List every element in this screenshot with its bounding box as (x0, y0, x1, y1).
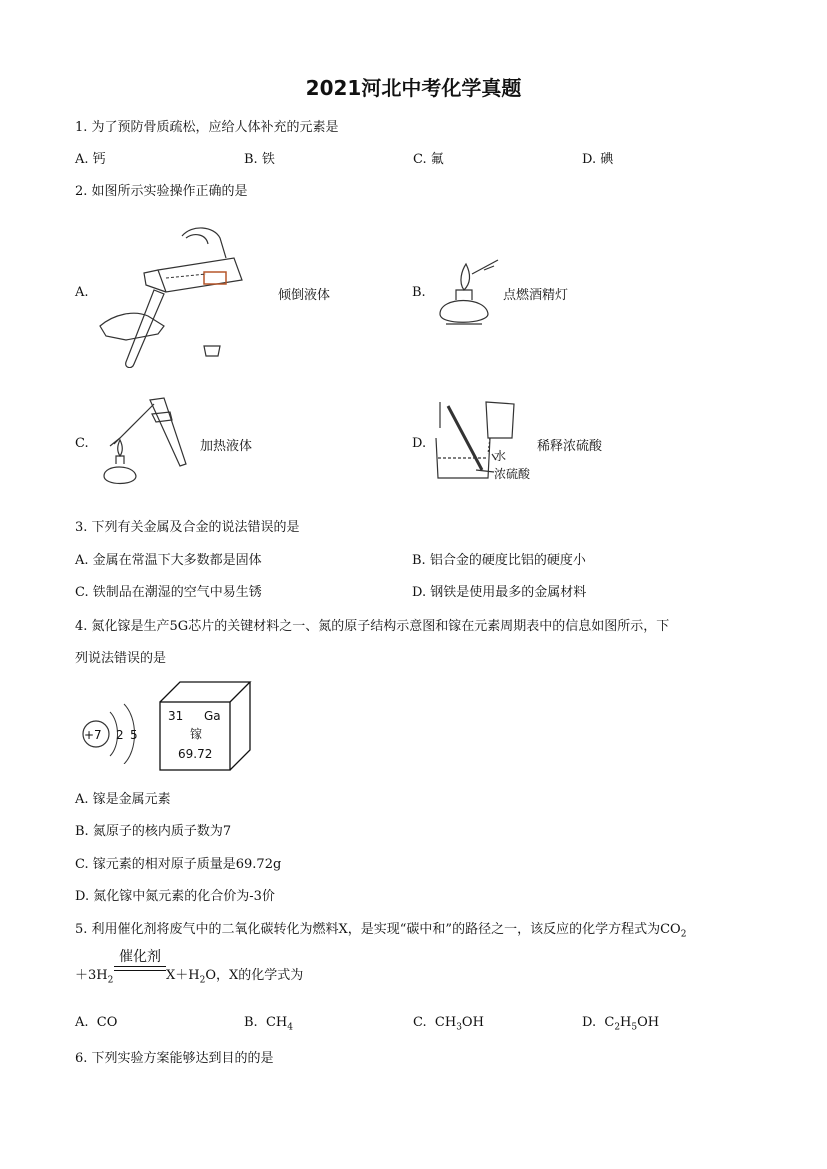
q5-option-b[interactable] (244, 1015, 293, 1033)
element-name: 镓 (190, 727, 203, 741)
q2-option-a-letter[interactable]: A. (75, 285, 89, 300)
q6-stem: 6. 下列实验方案能够达到目的的是 (75, 1051, 274, 1066)
q2-option-d-letter[interactable]: D. (412, 436, 427, 451)
q5-option-c[interactable] (413, 1015, 484, 1033)
shell-2-electrons: 5 (130, 728, 138, 742)
q5-option-a-letter: A. (75, 1015, 89, 1030)
q5-option-b-part1: CH (265, 1015, 288, 1030)
q1-option-b[interactable]: B. 铁 (244, 152, 275, 167)
q3-option-d[interactable]: D. 钢铁是使用最多的金属材料 (412, 585, 587, 600)
q2-option-c-letter[interactable]: C. (75, 436, 89, 451)
q2-option-d-caption: 稀释浓硫酸 (537, 439, 603, 454)
q1-option-c[interactable]: C. 氟 (413, 152, 444, 167)
shell-1-electrons: 2 (116, 728, 124, 742)
q5-option-d-part3: OH (637, 1015, 660, 1030)
eq-h2-sub: 2 (107, 975, 114, 986)
q4-stem-line1: 4. 氮化镓是生产5G芯片的关键材料之一、氮的原子结构示意图和镓在元素周期表中的信息如图所示，下 (75, 619, 670, 634)
q1-option-d[interactable]: D. 碘 (582, 152, 614, 167)
gallium-periodic-table-cell (158, 680, 254, 772)
eq-right-sub: 2 (199, 975, 206, 986)
q5-option-d-sub1: 2 (614, 1022, 621, 1033)
q5-stem-line1-text: 5. 利用催化剂将废气中的二氧化碳转化为燃料X，是实现“碳中和”的路径之一，该反应的化学方程式为CO (75, 922, 681, 937)
q3-option-c[interactable]: C. 铁制品在潮湿的空气中易生锈 (75, 585, 262, 600)
q1-stem: 1. 为了预防骨质疏松，应给人体补充的元素是 (75, 120, 339, 135)
q5-equation-left (75, 964, 113, 986)
q5-option-a[interactable] (75, 1015, 117, 1030)
q3-stem: 3. 下列有关金属及合金的说法错误的是 (75, 520, 300, 535)
label-water: 水 (494, 449, 507, 463)
q4-option-a[interactable]: A. 镓是金属元素 (75, 792, 171, 807)
page-title: 2021河北中考化学真题 (305, 76, 522, 100)
q5-option-a-formula: CO (96, 1015, 118, 1030)
eq-right-a: X＋H (166, 968, 200, 983)
alcohol-lamp-lighting-illustration (432, 252, 502, 332)
q5-equation-right (166, 964, 303, 986)
q5-stem-line1 (75, 918, 686, 940)
atomic-number: 31 (168, 709, 184, 723)
q5-option-d[interactable] (582, 1015, 659, 1033)
label-concentrated-sulfuric-acid: 浓硫酸 (494, 467, 531, 481)
q2-option-a-caption: 倾倒液体 (278, 288, 331, 303)
diluting-sulfuric-acid-illustration (432, 398, 536, 484)
heating-liquid-illustration (94, 394, 199, 496)
nucleus-charge: +7 (84, 728, 102, 742)
q4-option-c[interactable]: C. 镓元素的相对原子质量是69.72g (75, 857, 282, 872)
q5-option-c-part1: CH (434, 1015, 457, 1030)
nitrogen-atom-structure-diagram (78, 694, 148, 764)
q5-option-c-sub1: 3 (456, 1022, 462, 1033)
eq-right-b: O，X的化学式为 (205, 968, 304, 983)
equation-equals-bar (114, 966, 166, 971)
q5-option-b-sub1: 4 (287, 1022, 293, 1033)
eq-h2-text: ＋3H (75, 968, 108, 983)
q5-option-d-part1: C (604, 1015, 615, 1030)
q5-option-b-letter: B. (244, 1015, 258, 1030)
element-symbol: Ga (204, 709, 221, 723)
q4-option-b[interactable]: B. 氮原子的核内质子数为7 (75, 824, 232, 839)
q5-option-d-letter: D. (582, 1015, 597, 1030)
q2-option-b-letter[interactable]: B. (412, 285, 426, 300)
q3-option-a[interactable]: A. 金属在常温下大多数都是固体 (75, 553, 262, 568)
q5-option-c-letter: C. (413, 1015, 427, 1030)
q5-option-d-part2: H (620, 1015, 632, 1030)
q2-option-b-caption: 点燃酒精灯 (503, 288, 569, 303)
q2-stem: 2. 如图所示实验操作正确的是 (75, 184, 248, 199)
q4-option-d[interactable]: D. 氮化镓中氮元素的化合价为-3价 (75, 889, 275, 904)
pouring-liquid-illustration (96, 218, 246, 368)
q2-option-c-caption: 加热液体 (200, 439, 253, 454)
q3-option-b[interactable]: B. 铝合金的硬度比铝的硬度小 (412, 553, 586, 568)
q4-stem-line2: 列说法错误的是 (75, 651, 167, 666)
q5-stem-line1-sub: 2 (680, 929, 687, 940)
q5-option-d-sub2: 5 (631, 1022, 638, 1033)
atomic-mass: 69.72 (178, 747, 213, 761)
q5-option-c-part2: OH (461, 1015, 484, 1030)
catalyst-label: 催化剂 (119, 949, 161, 965)
q1-option-a[interactable]: A. 钙 (75, 152, 106, 167)
